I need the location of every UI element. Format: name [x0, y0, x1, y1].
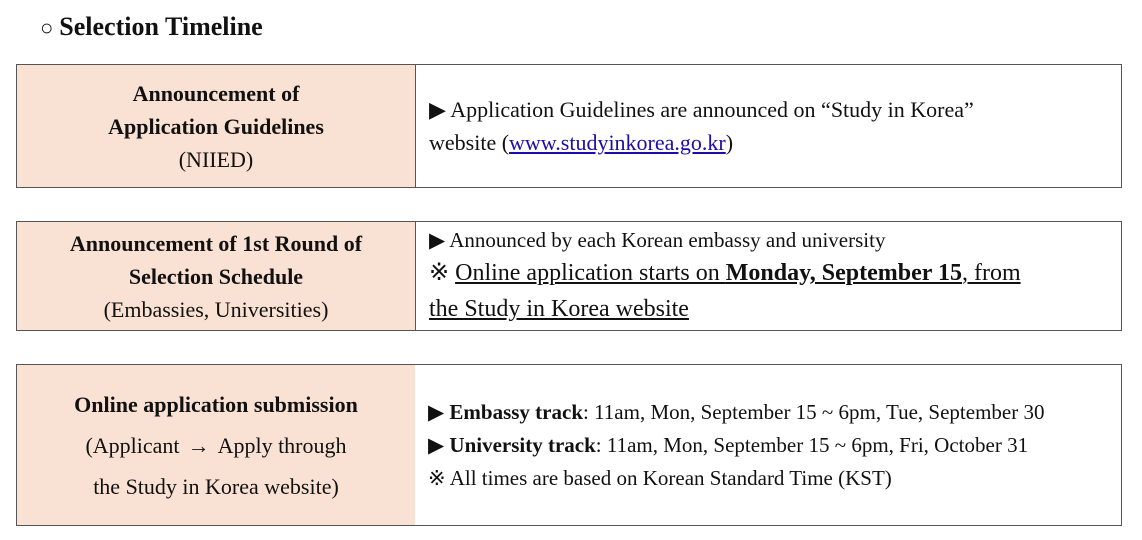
timeline-row-first-round: [16, 221, 1122, 331]
detail-line: [429, 225, 1111, 255]
timeline-row-guidelines: [16, 64, 1122, 188]
row-label-line1: Online application submission: [74, 391, 358, 417]
note-text-pre: Online application starts on: [455, 260, 726, 286]
section-title: [40, 8, 263, 47]
row-label-line2: Selection Schedule: [128, 263, 304, 289]
note-text-post: , from: [961, 260, 1021, 286]
row-detail-cell: [416, 222, 1121, 330]
row-detail-cell: [415, 365, 1121, 525]
timezone-note-text: All times are based on Korean Standard Time (KST): [449, 465, 892, 490]
detail-text: ): [725, 130, 734, 155]
university-track-label: University track: [449, 432, 596, 457]
detail-text: Announced by each Korean embassy and university: [449, 228, 886, 252]
triangle-arrow-icon: ▶: [429, 97, 446, 122]
detail-text: website (: [429, 130, 510, 155]
triangle-arrow-icon: ▶: [428, 432, 445, 457]
row-label-line3: (Embassies, Universities): [103, 296, 329, 322]
row-label-text: Apply through: [217, 432, 347, 458]
embassy-track-dates: : 11am, Mon, September 15 ~ 6pm, Tue, September 30: [583, 399, 1045, 424]
right-arrow-icon: →: [187, 432, 210, 458]
triangle-arrow-icon: ▶: [428, 399, 445, 424]
note-text: [455, 260, 1021, 286]
study-in-korea-link[interactable]: www.studyinkorea.go.kr: [509, 130, 726, 155]
timeline-row-submission: [16, 364, 1122, 526]
university-track-line: [428, 429, 1111, 462]
row-label-cell: [17, 65, 416, 187]
row-label-line2: [85, 425, 346, 466]
detail-text: Application Guidelines are announced on “Study in Korea”: [450, 97, 974, 122]
detail-note-continued: [429, 291, 1111, 327]
row-label-line3: the Study in Korea website): [93, 473, 339, 499]
reference-mark-icon: ※: [428, 465, 446, 490]
timezone-note: [428, 462, 1111, 495]
detail-line: [429, 93, 1111, 126]
row-detail-cell: [416, 65, 1121, 187]
detail-note: [429, 255, 1111, 291]
row-label-line2: Application Guidelines: [108, 113, 324, 139]
embassy-track-label: Embassy track: [449, 399, 583, 424]
university-track-dates: : 11am, Mon, September 15 ~ 6pm, Fri, October 31: [595, 432, 1029, 457]
reference-mark-icon: ※: [429, 260, 450, 286]
row-label-line1: Announcement of 1st Round of: [69, 230, 363, 256]
row-label-text: (Applicant: [85, 432, 180, 458]
row-label-cell: [17, 222, 416, 330]
circle-bullet-icon: ○: [40, 15, 54, 40]
row-label-line3: (NIIED): [178, 146, 254, 172]
row-label-cell: [17, 365, 415, 525]
row-label-line1: Announcement of: [132, 80, 300, 106]
note-text-line2: the Study in Korea website: [429, 296, 689, 322]
detail-line: [429, 126, 1111, 159]
section-title-text: Selection Timeline: [59, 12, 263, 41]
embassy-track-line: [428, 396, 1111, 429]
note-date: Monday, September 15: [725, 260, 962, 286]
triangle-arrow-icon: ▶: [429, 228, 446, 252]
